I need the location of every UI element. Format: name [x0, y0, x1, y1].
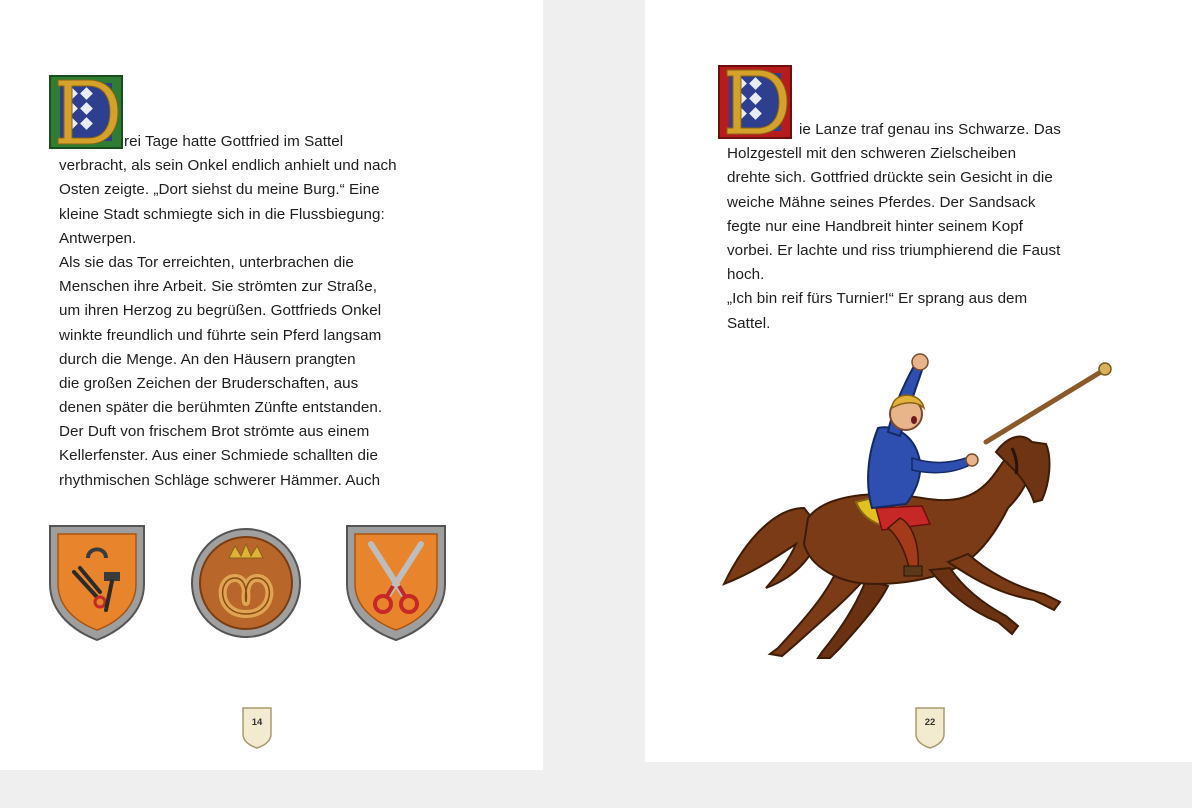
page-number-right	[914, 706, 946, 750]
text-line: Kellerfenster. Aus einer Schmiede schallten die	[59, 447, 378, 465]
text-line: um ihren Herzog zu begrüßen. Gottfrieds Onkel	[59, 302, 382, 320]
page-number-text: 22	[924, 717, 936, 728]
text-line: Als sie das Tor erreichten, unterbrachen die	[59, 253, 354, 271]
text-line: denen später die berühmten Zünfte entstanden.	[59, 399, 383, 417]
text-line: vorbei. Er lachte und riss triumphierend die Faust	[727, 241, 1061, 259]
text-line: durch die Menge. An den Häusern prangten	[59, 350, 356, 368]
left-page-body-text	[59, 130, 397, 493]
text-line: die großen Zeichen der Bruderschaften, aus	[59, 374, 359, 392]
text-line: fegte nur eine Handbreit hinter seinem Kopf	[727, 217, 1023, 235]
text-line: verbracht, als sein Onkel endlich anhielt und nach	[59, 157, 397, 175]
text-line: „Ich bin reif fürs Turnier!“ Er sprang aus dem	[727, 290, 1028, 308]
right-page-body-text	[727, 118, 1061, 336]
text-line: Menschen ihre Arbeit. Sie strömten zur Straße,	[59, 278, 377, 296]
tailor-guild-shield-icon	[343, 522, 449, 644]
text-line: winkte freundlich und führte sein Pferd langsam	[59, 326, 382, 344]
text-line: Antwerpen.	[59, 229, 137, 247]
page-number-text: 14	[251, 717, 263, 728]
text-line: Osten zeigte. „Dort siehst du meine Burg.“ Eine	[59, 181, 380, 199]
page-number-left	[241, 706, 273, 750]
text-line: Der Duft von frischem Brot strömte aus einem	[59, 423, 370, 441]
text-line: hoch.	[727, 266, 765, 284]
smith-guild-shield-icon	[46, 522, 148, 644]
baker-guild-medallion-icon	[189, 526, 303, 640]
text-line: drehte sich. Gottfried drückte sein Gesicht in die	[727, 169, 1053, 187]
text-line: rhythmischen Schläge schwerer Hämmer. Auch	[59, 471, 381, 489]
text-line: Sattel.	[727, 314, 771, 332]
text-line: rei Tage hatte Gottfried im Sattel	[124, 133, 344, 150]
text-line: kleine Stadt schmiegte sich in die Flussbiegung:	[59, 205, 385, 223]
text-line: weiche Mähne seines Pferdes. Der Sandsack	[727, 193, 1036, 211]
text-line: ie Lanze traf genau ins Schwarze. Das	[799, 121, 1061, 138]
knight-on-horse-illustration	[716, 348, 1118, 664]
text-line: Holzgestell mit den schweren Zielscheiben	[727, 145, 1017, 163]
